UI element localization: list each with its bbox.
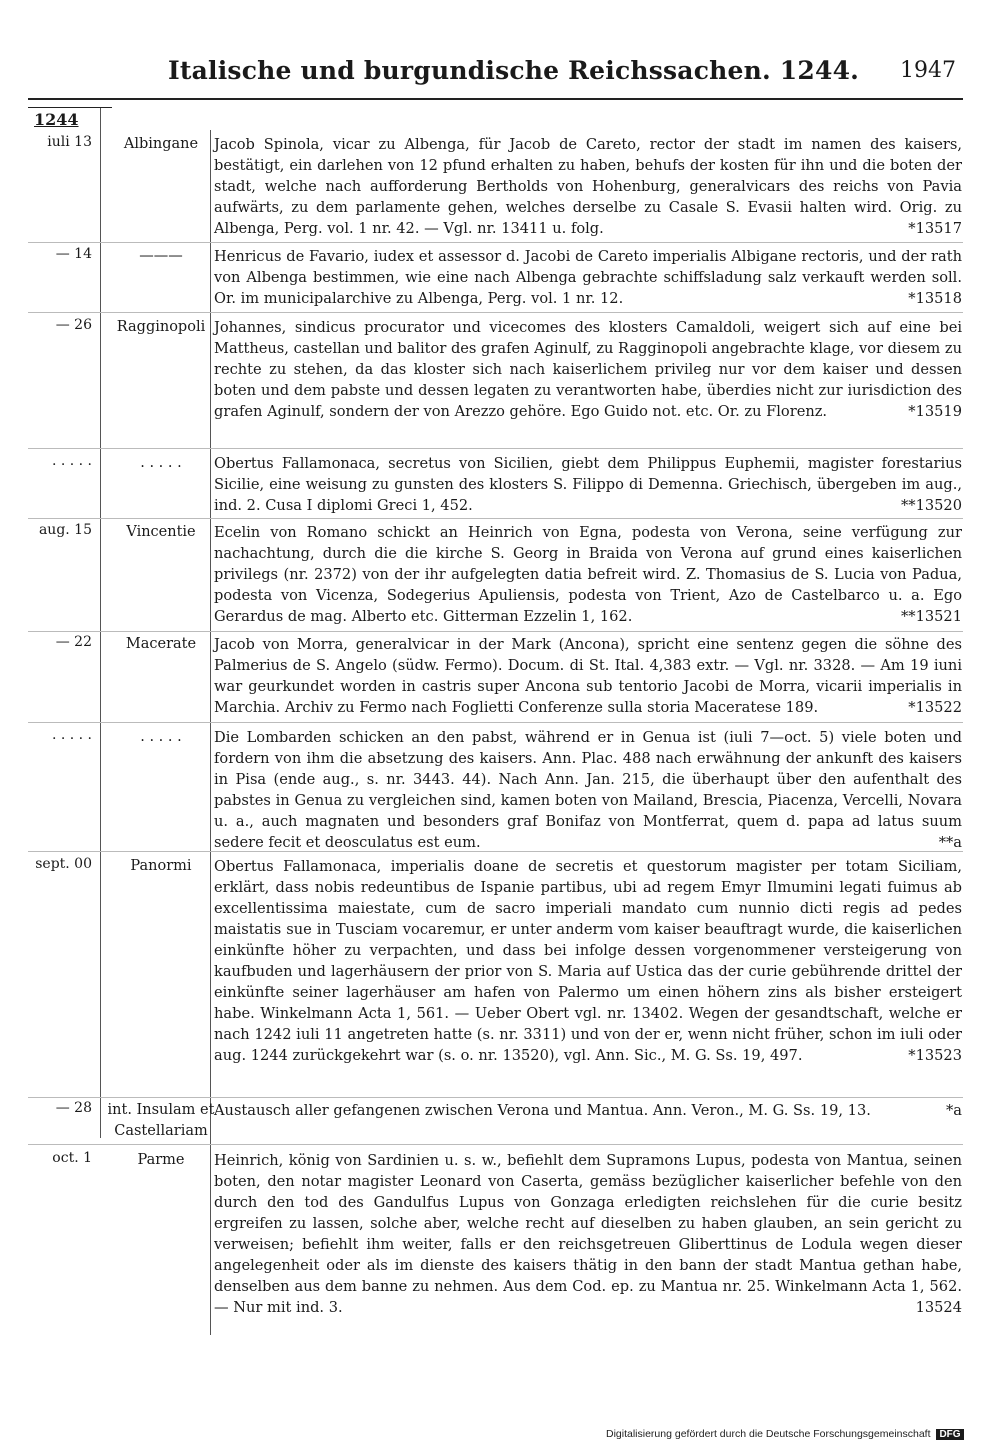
entry-number: **13521 [900, 608, 962, 625]
row-separator [28, 722, 963, 723]
entry-number: **a [938, 834, 962, 851]
entry-text [214, 522, 962, 627]
entry-date: iuli 13 [47, 134, 92, 150]
entry-number: *13519 [908, 403, 962, 420]
entry-number: *13523 [908, 1047, 962, 1064]
entry-date: aug. 15 [38, 522, 92, 538]
entry-date: . . . . . [51, 453, 92, 469]
register-entry [28, 246, 964, 310]
entry-place: . . . . . [140, 729, 182, 745]
entry-text [214, 134, 962, 239]
entry-place: Panormi [130, 858, 192, 874]
entry-body: Heinrich, könig von Sardinien u. s. w., befiehlt dem Supramons Lupus, podesta von Mantua, seinen boten, den notar magister Leonard von Caserta, gemäss bezüglicher kaiserlicher befehle von den durch den tod des Gandulfus Lupus von Gonzaga erledigten reichslehen für die curie besitz ergreifen zu lassen, solche aber, welche recht auf dieselben zu haben glauben, an sein gericht zu verweisen; befiehlt ihm weiter, falls er den reichsgetreuen Gliberttinus de Lodula wegen dieser angelegenheit oder als im dienste des kaisers thätig in den bann der stadt Mantua gethan habe, denselben aus dem banne zu nehmen. Aus dem Cod. ep. zu Mantua nr. 25. Winkelmann Acta 1, 562. — Nur mit ind. 3. [214, 1152, 962, 1316]
entry-text [214, 246, 962, 309]
entry-body: Henricus de Favario, iudex et assessor d. Jacobi de Careto imperialis Albigane rectoris, und der rath von Albenga bestimmen, wie eine nach Albenga gebrachte schiffsladung salz verkauft werden soll. Or. im municipalarchive zu Albenga, Perg. vol. 1 nr. 12. [214, 248, 962, 307]
entry-body: Johannes, sindicus procurator und vicecomes des klosters Camaldoli, weigert sich auf eine bei Mattheus, castellan und balitor des grafen Aginulf, zu Ragginopoli angebrachte klage, vor diesem zu rechte zu stehen, da das kloster sich nach kaiserlichem privileg nur vor dem kaiser und dessen boten und dem pabste und dessen legaten zu verantworten habe, überdies nicht zur iurisdiction des grafen Aginulf, sondern der von Arezzo gehöre. Ego Guido not. etc. Or. zu Florenz. [214, 319, 962, 420]
register-entry [28, 317, 964, 445]
entry-date: — 14 [55, 246, 92, 262]
entry-body: Jacob von Morra, generalvicar in der Mark (Ancona), spricht eine sentenz gegen die söhne des Palmerius de S. Angelo (südw. Fermo). Docum. di St. Ital. 4,383 extr. — Vgl. nr. 3328. — Am 19 iuni war geurkundet worden in castris super Ancona sub tentorio Jacobi de Morra, vicarii imperialis in Marchia. Archiv zu Fermo nach Foglietti Conferenze sulla storia Maceratese 189. [214, 636, 962, 716]
register-entry [28, 1100, 964, 1144]
entry-number: **13520 [900, 497, 962, 514]
entry-place: Vincentie [126, 524, 196, 540]
entry-number: *13517 [908, 220, 962, 237]
register-entry [28, 522, 964, 628]
entry-date: . . . . . [51, 727, 92, 743]
row-separator [28, 631, 963, 632]
row-separator [28, 851, 963, 852]
entry-number: *13518 [908, 290, 962, 307]
entry-text [214, 1150, 962, 1318]
register-entry [28, 856, 964, 1094]
entry-date: — 22 [55, 634, 92, 650]
row-separator [28, 1144, 963, 1145]
entry-text [214, 856, 962, 1066]
register-entry [28, 453, 964, 517]
entry-body: Jacob Spinola, vicar zu Albenga, für Jacob de Careto, rector der stadt im namen des kaisers, bestätigt, ein darlehen von 12 pfund erhalten zu haben, behufs der kosten für ihn und die boten der stadt, welche nach aufforderung Bertholds von Hohenburg, generalvicars des reichs von Pavia aufwärts, zu dem parlamente gehen, welches derselbe zu Casale S. Evasii halten wird. Orig. zu Albenga, Perg. vol. 1 nr. 42. — Vgl. nr. 13411 u. folg. [214, 136, 962, 237]
entry-body: Ecelin von Romano schickt an Heinrich von Egna, podesta von Verona, seine verfügung zur nachachtung, durch die die kirche S. Georg in Braida von Verona auf grund eines kaiserlichen privilegs (nr. 2372) von der ihr aufgelegten datia befreit wird. Z. Thomasius de S. Lucia von Padua, podesta von Vicenza, Sodegerius Apuliensis, podesta von Trient, Azo de Castelbarco u. a. Ego Gerardus de mag. Alberto etc. Gitterman Ezzelin 1, 162. [214, 524, 962, 625]
header-rule [28, 98, 963, 100]
entry-text [214, 727, 962, 853]
register-entry [28, 134, 964, 240]
entry-place: . . . . . [140, 455, 182, 471]
row-separator [28, 1097, 963, 1098]
entry-body: Obertus Fallamonaca, secretus von Sicilien, giebt dem Philippus Euphemii, magister forestarius Sicilie, eine weisung zu gunsten des klosters S. Filippo di Demenna. Griechisch, übergeben im aug., ind. 2. Cusa I diplomi Greci 1, 452. [214, 455, 962, 514]
entry-number: *a [946, 1102, 962, 1119]
credit-text: Digitalisierung gefördert durch die Deutsche Forschungsgemeinschaft [606, 1428, 931, 1440]
dfg-logo-icon: DFG [936, 1429, 963, 1440]
entry-place: int. Insulam et Castellariam [107, 1102, 215, 1139]
row-separator [28, 312, 963, 313]
entry-place: Albingane [123, 136, 199, 152]
register-entry [28, 727, 964, 849]
entry-text [214, 317, 962, 422]
row-separator [28, 242, 963, 243]
entry-place: Parme [137, 1152, 185, 1168]
entry-number: 13524 [915, 1299, 962, 1316]
entry-date: — 26 [55, 317, 92, 333]
entry-date: sept. 00 [35, 856, 92, 872]
digitization-credit [606, 1428, 964, 1440]
year-label: 1244 [34, 110, 79, 129]
running-title: Italische und burgundische Reichssachen. 1244. [168, 56, 860, 85]
register-entry [28, 1150, 964, 1320]
row-separator [28, 448, 963, 449]
entry-text [214, 1100, 962, 1121]
entry-place: ——— [139, 248, 183, 264]
page-number: 1947 [900, 58, 956, 83]
entry-place: Ragginopoli [116, 319, 206, 335]
entry-text [214, 634, 962, 718]
register-entry [28, 634, 964, 719]
entry-date: — 28 [55, 1100, 92, 1116]
entry-text [214, 453, 962, 516]
row-separator [28, 518, 963, 519]
entry-body: Obertus Fallamonaca, imperialis doane de secretis et questorum magister per totam Siciliam, erklärt, dass nobis redeuntibus de Ispanie partibus, ubi ad regem Emyr Ilmumini legati fuimus ab excellentissima maiestate, cum de sacro imperiali mandato cum nunnio dicti regis ad pedes maistatis sue in Tusciam vocaremur, er unter anderm vom kaiser beauftragt wurde, die kaiserlichen einkünfte höher zu verpachten, und dass bei infolge dessen vorgenommener versteigerung von kaufbuden und lagerhäusern der prior von S. Maria auf Ustica das der curie gebührende drittel der einkünfte seiner lagerhäuser am hafen von Palermo um einen höhern zins als bisher ersteigert habe. Winkelmann Acta 1, 561. — Ueber Obert vgl. nr. 13402. Wegen der gesandtschaft, welche er nach 1242 iuli 11 angetreten hatte (s. nr. 3311) und von der er, wenn nicht früher, schon im iuli oder aug. 1244 zurückgekehrt war (s. o. nr. 13520), vgl. Ann. Sic., M. G. Ss. 19, 497. [214, 858, 962, 1064]
entry-date: oct. 1 [52, 1150, 92, 1166]
entry-body: Die Lombarden schicken an den pabst, während er in Genua ist (iuli 7—oct. 5) viele boten und fordern von ihm die absetzung des kaisers. Ann. Plac. 488 nach erwähnung der ankunft des kaisers in Pisa (ende aug., s. nr. 3443. 44). Nach Ann. Jan. 215, die überhaupt über den aufenthalt des pabstes in Genua zu vergleichen sind, kamen boten von Mailand, Brescia, Piacenza, Vercelli, Novara u. a., auch magnaten und besonders graf Bonifaz von Montferrat, quem d. papa ad latus suum sedere fecit et deosculatus est eum. [214, 729, 962, 851]
entry-body: Austausch aller gefangenen zwischen Verona und Mantua. Ann. Veron., M. G. Ss. 19, 13. [214, 1102, 871, 1119]
entry-number: *13522 [908, 699, 962, 716]
entry-place: Macerate [125, 636, 197, 652]
